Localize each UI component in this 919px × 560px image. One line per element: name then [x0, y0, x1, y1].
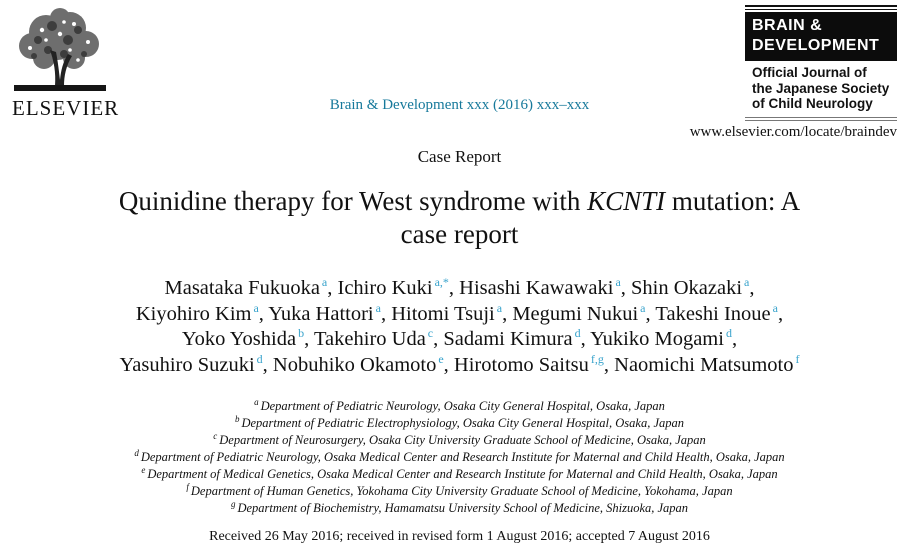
article-title: [0, 185, 919, 251]
affiliation-line: $^b$ Department of Pediatric Electrophysiology, Osaka City General Hospital, Osaka, Japan: [234, 413, 685, 430]
affiliation-superscript: b: [234, 413, 240, 424]
publisher-name: ELSEVIER: [12, 96, 120, 120]
author-affiliation-superscript: a: [253, 300, 259, 315]
author-affiliation-superscript: a: [615, 275, 621, 290]
journal-logo-line2: DEVELOPMENT: [752, 37, 880, 54]
author-affiliation-superscript: a: [496, 300, 503, 315]
author-affiliation-superscript: d: [256, 351, 263, 366]
author-affiliation-superscript: a: [744, 275, 750, 290]
author-affiliation-superscript: e: [438, 351, 444, 366]
affiliation-superscript: c: [213, 430, 218, 441]
affiliation-line: $^f$ Department of Human Genetics, Yokohama City University Graduate School of Medicine, Yokohama, Japan: [186, 481, 733, 498]
elsevier-tree-logo: [8, 6, 112, 94]
article-title-line1: Quinidine therapy for West syndrome with KCNTI mutation: A: [118, 186, 801, 216]
author-affiliation-superscript: d: [574, 326, 581, 341]
author-list: [0, 276, 919, 378]
journal-tagline-line: the Japanese Society: [752, 80, 890, 96]
author-affiliation-superscript: a: [321, 275, 328, 290]
author-affiliation-superscript: c: [427, 326, 434, 341]
journal-citation-line: Brain & Development xxx (2016) xxx–xxx: [329, 97, 590, 113]
gene-name: KCNTI: [587, 186, 666, 216]
affiliation-line: $^a$ Department of Pediatric Neurology, Osaka City General Hospital, Osaka, Japan: [254, 396, 665, 413]
author-line: Masataka Fukuoka $^a$, Ichiro Kuki $^{a,*}$, Hisashi Kawawaki $^a$, Shin Okazaki $^a$,: [164, 275, 755, 299]
journal-tagline-line: of Child Neurology: [752, 96, 873, 111]
journal-brand-block: [745, 5, 897, 121]
affiliation-line: $^c$ Department of Neurosurgery, Osaka City University Graduate School of Medicine, Osaka, Japan: [213, 430, 706, 447]
journal-logo-box: [745, 12, 897, 61]
affiliation-line: $^e$ Department of Medical Genetics, Osaka Medical Center and Research Institute for Maternal and Child Health, Osaka, Japan: [141, 464, 778, 481]
author-line: Kiyohiro Kim $^a$, Yuka Hattori $^a$, Hitomi Tsuji $^a$, Megumi Nukui $^a$, Takeshi Inoue $^a$,: [135, 300, 784, 325]
author-affiliation-superscript: b: [298, 326, 305, 341]
section-label: Case Report: [417, 147, 502, 166]
author-affiliation-superscript: a: [375, 300, 381, 315]
journal-tagline-line: Official Journal of: [752, 65, 867, 80]
author-affiliation-superscript: a,*: [434, 275, 449, 290]
affiliation-superscript: d: [134, 447, 139, 458]
affiliation-superscript: e: [141, 464, 146, 475]
received-dates-line: Received 26 May 2016; received in revised form 1 August 2016; accepted 7 August 2016: [209, 529, 710, 544]
journal-url: www.elsevier.com/locate/braindev: [689, 124, 897, 140]
affiliation-line: $^g$ Department of Biochemistry, Hamamatsu University School of Medicine, Shizuoka, Japan: [230, 498, 689, 515]
affiliation-superscript: g: [230, 498, 236, 509]
affiliation-line: $^d$ Department of Pediatric Neurology, Osaka Medical Center and Research Institute for Maternal and Child Health, Osaka, Japan: [134, 447, 785, 464]
journal-logo-line1: BRAIN &: [752, 17, 823, 34]
brand-bottom-rule: [745, 117, 897, 121]
author-line: Yoko Yoshida $^b$, Takehiro Uda $^c$, Sadami Kimura $^d$, Yukiko Mogami $^d$,: [181, 326, 738, 350]
author-affiliation-superscript: f: [795, 351, 800, 366]
author-affiliation-superscript: d: [725, 326, 732, 341]
brand-top-rule: [745, 5, 897, 10]
affiliation-superscript: a: [254, 396, 259, 407]
affiliation-superscript: f: [186, 481, 189, 492]
author-affiliation-superscript: a: [772, 300, 778, 315]
author-line: Yasuhiro Suzuki $^d$, Nobuhiko Okamoto $^e$, Hirotomo Saitsu $^{f,g}$, Naomichi Matsumoto $^f$: [119, 351, 800, 376]
journal-tagline: [745, 65, 897, 112]
article-title-line2: case report: [400, 219, 519, 249]
affiliation-list: [0, 398, 919, 517]
author-affiliation-superscript: f,g: [590, 351, 604, 366]
author-affiliation-superscript: a: [640, 300, 646, 315]
